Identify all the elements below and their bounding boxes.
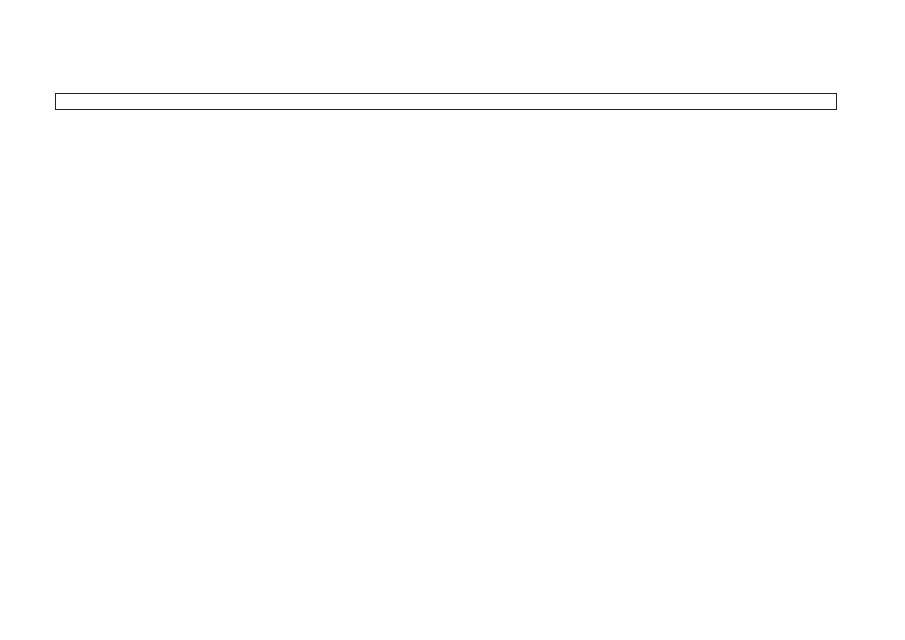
table-header-row — [55, 93, 837, 110]
